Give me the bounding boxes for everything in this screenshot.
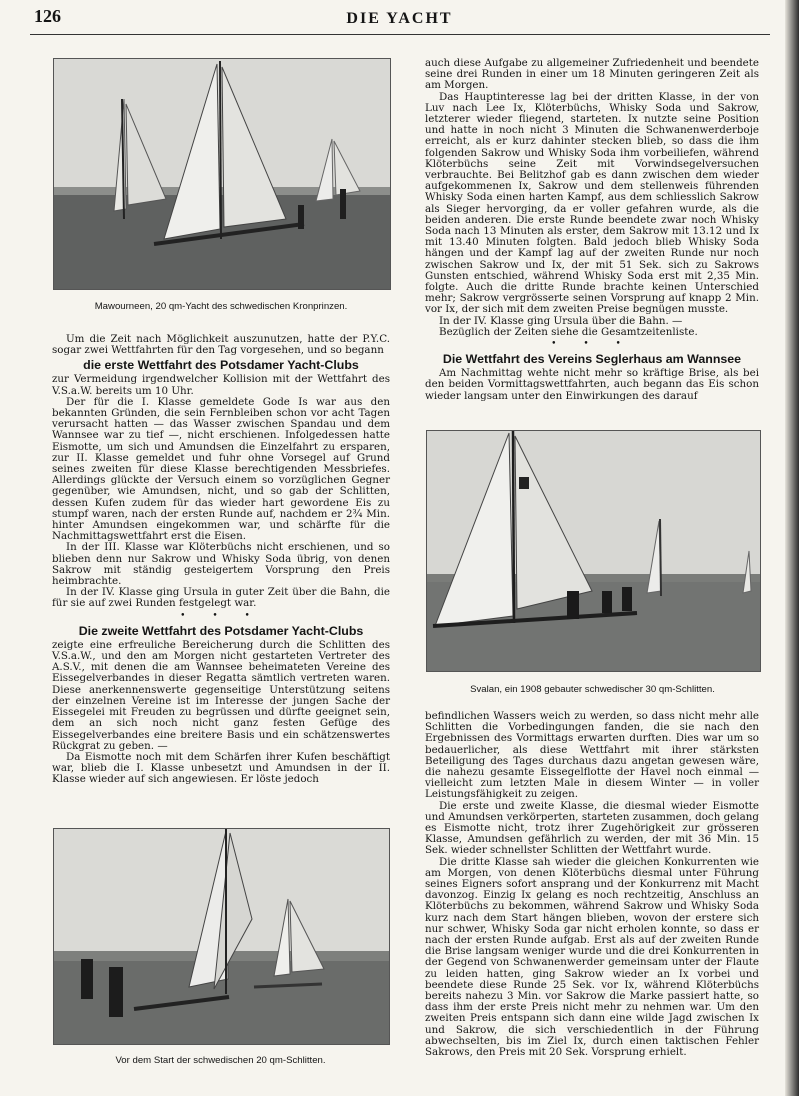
header-rule bbox=[30, 34, 770, 35]
paragraph: In der IV. Klasse ging Ursula über die Bahn. — bbox=[439, 314, 683, 327]
paragraph: Am Nachmittag wehte nicht mehr so kräftige Brise, als bei den beiden Vormittagswettfahrten, auch begann das Eis schon wieder langsam unter den Einwirkungen des darauf bbox=[425, 367, 759, 402]
paragraph: Das Hauptinteresse lag bei der dritten Klasse, in der von Luv nach Lee Ix, Klöterbüchs, Whisky Soda und Sakrow, letzterer wieder fliegend, starteten. Ix nutzte seine Position und hatte in noch nicht 3 Minuten die Schwanenwerderboje erreicht, als er kurz dahinter stecken blieb, so dass die ihm folgenden Sakrow und Whisky Soda ihm vorbeiliefen, während Klöterbüchs seine Zeit mit Vorwindsegelversuchen verbrauchte. Bei Belitzhof gab es dann zwischen dem wieder aufgekommenen Ix, Sakrow und dem stellenweis führenden Whisky Soda einen harten Kampf, aus dem schliesslich Sakrow als Sieger hervorging, da er voller gefahren wurde, als die beiden anderen. Die erste Runde beendete zwar noch Whisky Soda nach 13 Minuten als erster, dem Sakrow mit 13.12 und Ix mit 13.40 Minuten folgten. Bald jedoch blieb Whisky Soda hängen und der Kampf lag auf der zweiten Runde nur noch zwischen Sakrow und Ix, der mit 51 Sek. sich zu Sakrows Gunsten entschied, während Whisky Soda erst mit 2,35 Min. folgte. Auch die dritte Runde brachte keinen Unterschied mehr; Sakrow vergrösserte seinen Vorsprung auf knapp 2 Min. vor Ix, der sich mit dem zweiten Preise begnügen musste. bbox=[425, 90, 759, 316]
paragraph: Die dritte Klasse sah wieder die gleichen Konkurrenten wie am Morgen, von denen Klöterbüchs diesmal unter Führung seines Eigners sofort ansprang und der Konkurrenz mit Macht davonzog. Einzig Ix gelang es noch rechtzeitig, Anschluss an Klöterbüchs zu bekommen, während Sakrow und Whisky Soda kurz nach dem Start hängen blieben, wovon der erstere sich nur schwer, Whisky Soda gar nicht erholen konnte, so dass er nach der ersten Runde aufgab. Erst als auf der zweiten Runde die Brise langsam weniger wurde und die drei Konkurrenten in der Gegend von Schwanenwerder gemeinsam unter der Flaute zu leiden hatten, ging Sakrow wieder an Ix vorbei und beendete diese Runde 25 Sek. vor Ix, während Klöterbüchs bereits nahezu 3 Min. vor Sakrow die Marke passiert hatte, so dass ihm der erste Preis nicht mehr zu nehmen war. Um den zweiten Preis entspann sich dann eine wilde Jagd zwischen Ix und Sakrow, die sich verschiedentlich in der Führung abwechselten, bis im Ziel Ix, durch einen taktischen Fehler Sakrows, den Preis mit 20 Sek. Vorsprung erhielt. bbox=[425, 855, 759, 1059]
section-separator: • • • bbox=[180, 610, 262, 621]
paragraph: Die erste und zweite Klasse, die diesmal wieder Eismotte und Amundsen verkörperten, starteten zusammen, doch gelang es Eismotte nicht, trotz ihrer Zugehörigkeit zur grösseren Klasse, Amundsen gefährlich zu werden, der mit 36 Min. 15 Sek. wieder schnellster Schlitten der Wettfahrt wurde. bbox=[425, 799, 759, 857]
section-heading: Die Wettfahrt des Vereins Seglerhaus am Wannsee bbox=[442, 352, 742, 367]
photo-start-20qm bbox=[53, 828, 390, 1045]
paragraph: Bezüglich der Zeiten siehe die Gesamtzeitenliste. bbox=[439, 325, 698, 338]
photo-mawourneen bbox=[53, 58, 391, 290]
paragraph: auch diese Aufgabe zu allgemeiner Zufriedenheit und beendete seine drei Runden in einer um 18 Minuten geringeren Zeit als am Morgen. bbox=[425, 57, 759, 92]
figure-caption: Svalan, ein 1908 gebauter schwedischer 30 qm-Schlitten. bbox=[470, 684, 715, 695]
running-head: DIE YACHT bbox=[346, 10, 453, 27]
section-separator: • • • bbox=[551, 339, 633, 350]
right-column-text bbox=[425, 58, 759, 402]
paragraph: Um die Zeit nach Möglichkeit auszunutzen, hatte der P.Y.C. sogar zwei Wettfahrten für den Tag vorgesehen, und so begann bbox=[52, 333, 390, 357]
photo-svalan bbox=[426, 430, 761, 672]
paragraph: In der III. Klasse war Klöterbüchs nicht erschienen, und so blieben denn nur Sakrow und Whisky Soda übrig, von denen Sakrow mit ständig gesteigertem Vorsprung den Preis heimbrachte. bbox=[52, 541, 390, 588]
figure-caption: Mawourneen, 20 qm-Yacht des schwedischen Kronprinzen. bbox=[94, 301, 348, 312]
section-heading: Die zweite Wettfahrt des Potsdamer Yacht-Clubs bbox=[78, 623, 364, 638]
page-edge-shadow bbox=[785, 0, 799, 1096]
figure-caption: Vor dem Start der schwedischen 20 qm-Schlitten. bbox=[115, 1055, 326, 1066]
paragraph: Der für die I. Klasse gemeldete Gode Is war aus den bekannten Gründen, die sein Fernbleiben schon vor acht Tagen verursacht hatten — das Wasser zwischen Spandau und dem Wannsee war zu tief —, nicht erschienen. Infolgedessen hatte Eismotte, um sich und Amundsen die Einzelfahrt zu ersparen, zur II. Klasse gemeldet und fuhr ohne Vorsegel auf Grund seines zweiten für diese Klasse berechtigenden Messbriefes. Allerdings glückte der Versuch einem so vorzüglichen Gegner gegenüber, wie Amundsen, nicht, und so gab der Schlitten, dessen Kufen zudem für das wieder hart gewordene Eis zu stumpf waren, nach der ersten Runde auf, nachdem er 2¾ Min. hinter Amundsen eingekommen war, und schärfte für die Nachmittagswettfahrt erst die Eisen. bbox=[52, 395, 390, 543]
paragraph: In der IV. Klasse ging Ursula in guter Zeit über die Bahn, die für sie auf zwei Runden festgelegt war. bbox=[52, 586, 390, 610]
right-column-text bbox=[425, 711, 759, 1058]
left-column-text bbox=[52, 334, 390, 786]
paragraph: zeigte eine erfreuliche Bereicherung durch die Schlitten des V.S.a.W., und den am Morgen nicht gestarteten Vertreter des A.S.V., mit denen die am Wannsee beheimateten Vereine des Eissegelverbandes in dieser Regatta sämtlich vertreten waren. Diese anerkennenswerte gegenseitige Unterstützung seitens der einzelnen Vereine ist im Interesse der jungen Sache der Eissegelei mit Freuden zu begrüssen und dürfte geeignet sein, dem an sich noch nicht ganz festen Gefüge des Eissegelverbandes eine breitere Basis und ein schätzenswertes Rückgrat zu geben. — bbox=[52, 638, 390, 752]
paragraph: zur Vermeidung irgendwelcher Kollision mit der Wettfahrt des V.S.a.W. bereits um 10 Uhr. bbox=[52, 373, 390, 397]
paragraph: Da Eismotte noch mit dem Schärfen ihrer Kufen beschäftigt war, blieb die I. Klasse unbesetzt und Amundsen in der II. Klasse wieder auf sich angewiesen. Er löste jedoch bbox=[52, 750, 390, 786]
page-number: 126 bbox=[34, 6, 61, 26]
section-heading: die erste Wettfahrt des Potsdamer Yacht-Clubs bbox=[83, 358, 359, 373]
paragraph: befindlichen Wassers weich zu werden, so dass nicht mehr alle Schlitten die Vorbedingungen fanden, die sie nach den Ergebnissen des Vormittags erwarten durften. Dies war um so bedauerlicher, als diese Wettfahrt mit ihrer stärksten Beteiligung des Tages durchaus dazu angetan gewesen wäre, die nahezu gesamte Eissegelflotte der Havel noch einmal — vielleicht zum letzten Male in diesem Winter — in voller Leistungsfähigkeit zu zeigen. bbox=[425, 710, 759, 801]
